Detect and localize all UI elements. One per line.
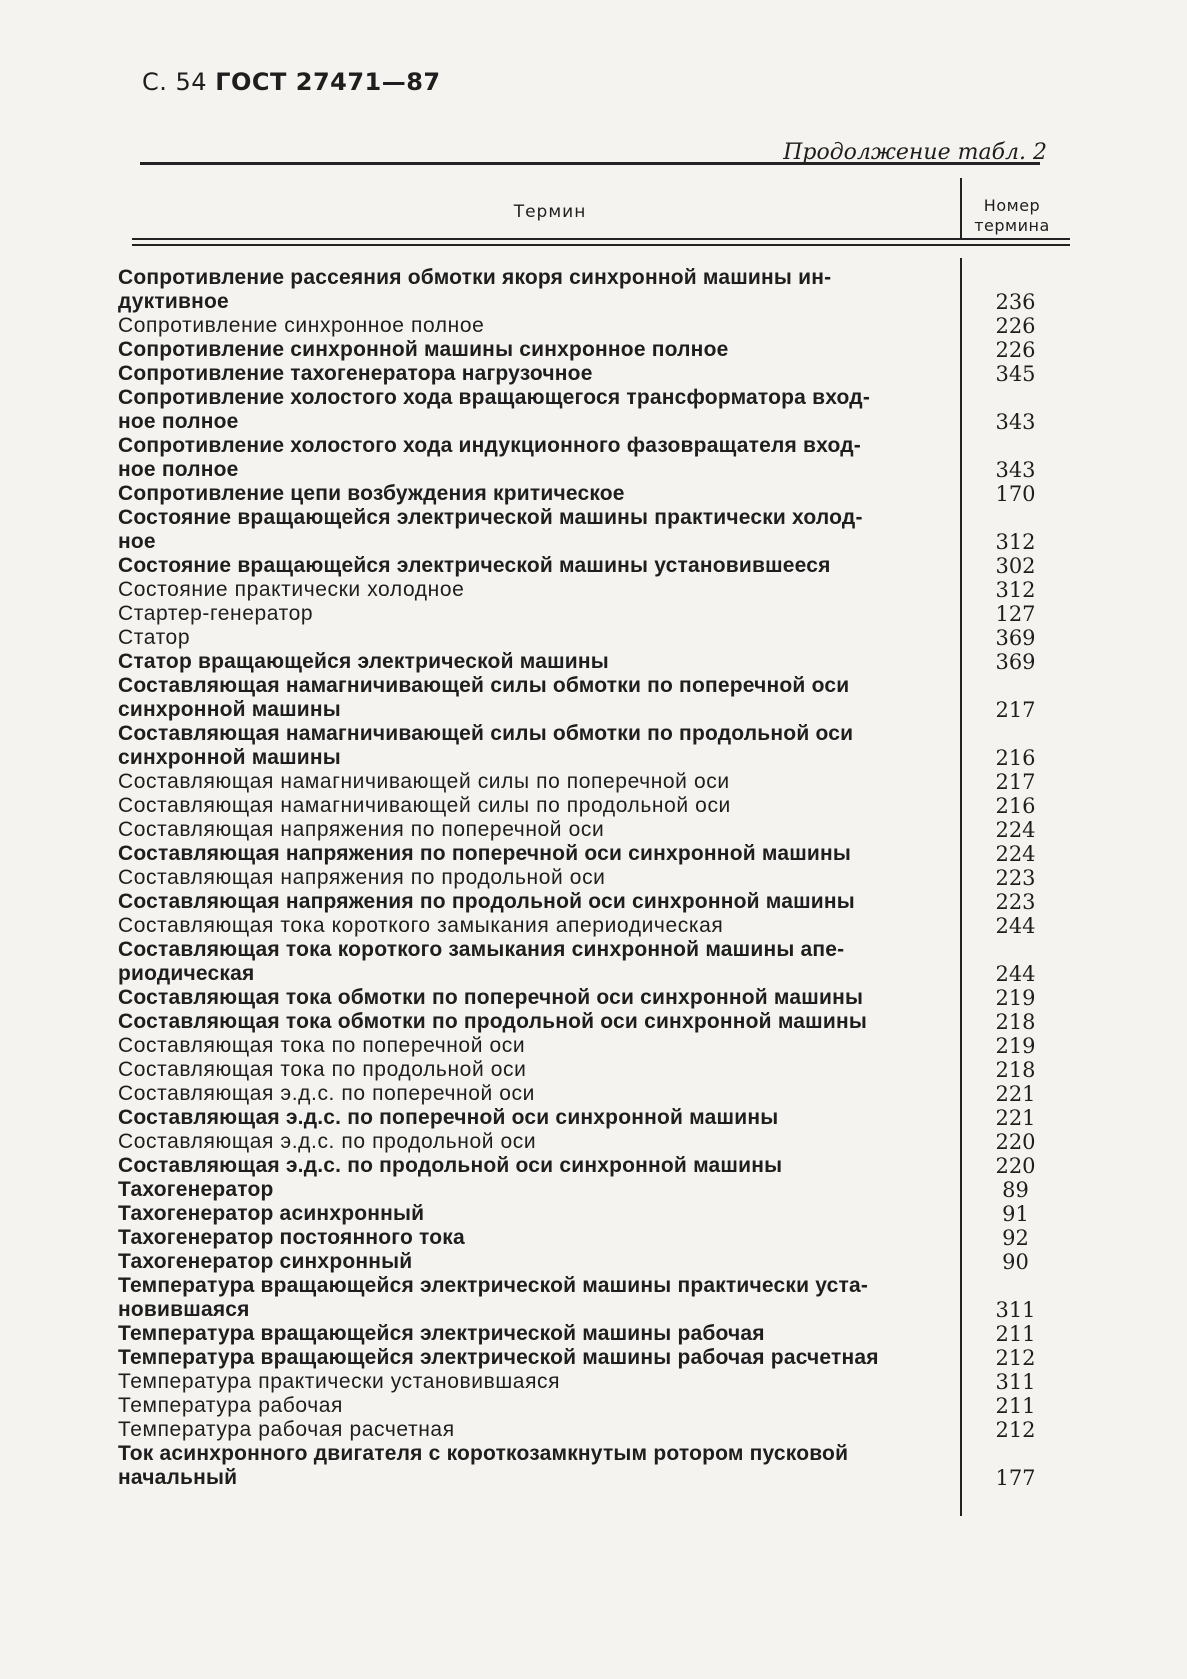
term-line: Составляющая э.д.с. по продольной оси синхронной машины <box>118 1154 783 1177</box>
table-row <box>118 1106 1063 1130</box>
term-number: 311 <box>995 1298 1036 1322</box>
term-line: Составляющая напряжения по продольной оси синхронной машины <box>118 890 855 913</box>
term-number: 219 <box>995 986 1036 1010</box>
term-number: 312 <box>995 530 1036 554</box>
term-number: 216 <box>995 746 1036 770</box>
term-text <box>118 866 928 890</box>
table-row <box>118 314 1063 338</box>
term-text <box>118 1322 928 1346</box>
term-number: 218 <box>995 1058 1036 1082</box>
term-number: 312 <box>995 578 1036 602</box>
table-row <box>118 1394 1063 1418</box>
term-text <box>118 1130 928 1154</box>
term-line: Тахогенератор <box>118 1178 274 1201</box>
term-text <box>118 1250 928 1274</box>
term-text <box>118 362 928 386</box>
term-line: ное <box>118 530 156 553</box>
term-text <box>118 770 928 794</box>
term-text <box>118 1106 928 1130</box>
table-row <box>118 1010 1063 1034</box>
term-line: Тахогенератор постоянного тока <box>118 1226 465 1249</box>
term-line: Температура рабочая <box>118 1394 344 1417</box>
term-number: 224 <box>995 818 1036 842</box>
term-line: Составляющая э.д.с. по продольной оси <box>118 1130 537 1153</box>
table-row <box>118 1154 1063 1178</box>
term-line: Тахогенератор асинхронный <box>118 1202 425 1225</box>
table-row <box>118 866 1063 890</box>
standard-code: ГОСТ 27471—87 <box>215 68 441 96</box>
term-number: 226 <box>995 338 1036 362</box>
page-number: С. 54 <box>142 68 208 96</box>
term-text <box>118 722 928 770</box>
term-line: Температура вращающейся электрической машины практически уста- <box>118 1274 869 1297</box>
term-number: 217 <box>995 698 1036 722</box>
term-number: 219 <box>995 1034 1036 1058</box>
term-line: Температура практически установившаяся <box>118 1370 561 1393</box>
term-number: 226 <box>995 314 1036 338</box>
header-double-rule <box>132 238 1070 246</box>
term-text <box>118 1202 928 1226</box>
term-line: Сопротивление холостого хода индукционного фазовращателя вход- <box>118 434 861 457</box>
term-number: 221 <box>995 1082 1036 1106</box>
term-line: Сопротивление рассеяния обмотки якоря синхронной машины ин- <box>118 266 832 289</box>
term-text <box>118 482 928 506</box>
column-header-term: Термин <box>513 202 587 222</box>
term-line: Составляющая э.д.с. по поперечной оси <box>118 1082 535 1105</box>
table-row <box>118 1202 1063 1226</box>
table-row <box>118 986 1063 1010</box>
term-line: Составляющая тока по поперечной оси <box>118 1034 526 1057</box>
term-text <box>118 818 928 842</box>
term-text <box>118 1394 928 1418</box>
table-row <box>118 722 1063 770</box>
table-row <box>118 602 1063 626</box>
term-line: Сопротивление цепи возбуждения критическое <box>118 482 625 505</box>
term-number: 91 <box>1002 1202 1029 1226</box>
term-line: синхронной машины <box>118 746 341 769</box>
term-line: Составляющая намагничивающей силы обмотки по продольной оси <box>118 722 854 745</box>
table-row <box>118 890 1063 914</box>
term-number: 343 <box>995 410 1036 434</box>
term-line: Сопротивление холостого хода вращающегося трансформатора вход- <box>118 386 871 409</box>
term-text <box>118 986 928 1010</box>
term-text <box>118 1034 928 1058</box>
table-row <box>118 626 1063 650</box>
term-line: Составляющая тока обмотки по поперечной оси синхронной машины <box>118 986 864 1009</box>
term-line: Составляющая намагничивающей силы по продольной оси <box>118 794 731 817</box>
term-text <box>118 650 928 674</box>
term-line: Сопротивление синхронной машины синхронное полное <box>118 338 729 361</box>
term-number: 343 <box>995 458 1036 482</box>
term-text <box>118 1178 928 1202</box>
term-text <box>118 554 928 578</box>
table-row <box>118 1034 1063 1058</box>
term-line: синхронной машины <box>118 698 341 721</box>
term-line: Составляющая напряжения по поперечной оси <box>118 818 605 841</box>
term-text <box>118 1226 928 1250</box>
term-number: 218 <box>995 1010 1036 1034</box>
table-row <box>118 1442 1063 1490</box>
term-number: 127 <box>995 602 1036 626</box>
term-text <box>118 1442 928 1490</box>
term-text <box>118 842 928 866</box>
table-row <box>118 1082 1063 1106</box>
term-line: начальный <box>118 1466 238 1489</box>
table-row <box>118 818 1063 842</box>
term-text <box>118 1082 928 1106</box>
table-row <box>118 650 1063 674</box>
term-text <box>118 1154 928 1178</box>
term-text <box>118 938 928 986</box>
term-line: Стартер-генератор <box>118 602 314 625</box>
term-text <box>118 578 928 602</box>
term-number: 211 <box>995 1394 1036 1418</box>
term-text <box>118 794 928 818</box>
table-row <box>118 938 1063 986</box>
term-line: Состояние вращающейся электрической машины практически холод- <box>118 506 863 529</box>
term-line: Составляющая тока обмотки по продольной оси синхронной машины <box>118 1010 867 1033</box>
term-line: Составляющая тока короткого замыкания синхронной машины апе- <box>118 938 845 961</box>
table-row <box>118 914 1063 938</box>
term-line: Статор <box>118 626 191 649</box>
term-text <box>118 1274 928 1322</box>
term-number: 311 <box>995 1370 1036 1394</box>
term-line: Сопротивление синхронное полное <box>118 314 485 337</box>
term-number: 369 <box>995 650 1036 674</box>
table-row <box>118 1346 1063 1370</box>
table-row <box>118 338 1063 362</box>
term-text <box>118 1370 928 1394</box>
term-line: Тахогенератор синхронный <box>118 1250 413 1273</box>
term-text <box>118 1418 928 1442</box>
table-row <box>118 770 1063 794</box>
term-number: 177 <box>995 1466 1036 1490</box>
term-line: Сопротивление тахогенератора нагрузочное <box>118 362 593 385</box>
term-text <box>118 1058 928 1082</box>
term-number: 236 <box>995 290 1036 314</box>
term-line: Состояние вращающейся электрической машины установившееся <box>118 554 831 577</box>
term-line: Составляющая намагничивающей силы обмотки по поперечной оси <box>118 674 850 697</box>
term-line: Статор вращающейся электрической машины <box>118 650 609 673</box>
term-text <box>118 890 928 914</box>
column-header-number: Номер термина <box>974 196 1050 235</box>
table-row <box>118 1370 1063 1394</box>
table-row <box>118 1274 1063 1322</box>
table-row <box>118 434 1063 482</box>
table-row <box>118 554 1063 578</box>
term-line: Температура рабочая расчетная <box>118 1418 455 1441</box>
term-number: 212 <box>995 1418 1036 1442</box>
table-caption: Продолжение табл. 2 <box>783 140 1047 165</box>
term-line: риодическая <box>118 962 255 985</box>
term-line: новившаяся <box>118 1298 250 1321</box>
term-text <box>118 914 928 938</box>
page-header <box>142 68 441 96</box>
term-number: 302 <box>995 554 1036 578</box>
term-number: 223 <box>995 890 1036 914</box>
term-line: ное полное <box>118 458 239 481</box>
table-row <box>118 266 1063 314</box>
table-row <box>118 674 1063 722</box>
term-line: Ток асинхронного двигателя с короткозамкнутым ротором пусковой <box>118 1442 849 1465</box>
table-row <box>118 1226 1063 1250</box>
table-row <box>118 1058 1063 1082</box>
table-top-rule <box>140 162 1040 165</box>
term-number: 220 <box>995 1130 1036 1154</box>
term-text <box>118 386 928 434</box>
table-row <box>118 362 1063 386</box>
term-number: 217 <box>995 770 1036 794</box>
term-line: Температура вращающейся электрической машины рабочая <box>118 1322 765 1345</box>
term-number: 223 <box>995 866 1036 890</box>
term-number: 244 <box>995 914 1036 938</box>
term-text <box>118 338 928 362</box>
table-row <box>118 1130 1063 1154</box>
term-line: Состояние практически холодное <box>118 578 465 601</box>
term-text <box>118 314 928 338</box>
term-number: 170 <box>995 482 1036 506</box>
table-row <box>118 506 1063 554</box>
table-row <box>118 1178 1063 1202</box>
term-text <box>118 1010 928 1034</box>
term-number: 89 <box>1002 1178 1029 1202</box>
table-row <box>118 794 1063 818</box>
term-text <box>118 434 928 482</box>
table-row <box>118 578 1063 602</box>
term-text <box>118 602 928 626</box>
term-line: Составляющая напряжения по продольной оси <box>118 866 606 889</box>
term-line: Составляющая намагничивающей силы по поперечной оси <box>118 770 730 793</box>
term-text <box>118 1346 928 1370</box>
term-number: 345 <box>995 362 1036 386</box>
table-row <box>118 1322 1063 1346</box>
term-number: 92 <box>1002 1226 1029 1250</box>
term-line: Составляющая тока по продольной оси <box>118 1058 527 1081</box>
table-row <box>118 386 1063 434</box>
term-number: 369 <box>995 626 1036 650</box>
term-text <box>118 674 928 722</box>
term-number: 221 <box>995 1106 1036 1130</box>
term-table-body <box>118 266 1063 1490</box>
table-row <box>118 1250 1063 1274</box>
term-number: 211 <box>995 1322 1036 1346</box>
term-line: Составляющая напряжения по поперечной оси синхронной машины <box>118 842 852 865</box>
term-text <box>118 626 928 650</box>
term-number: 220 <box>995 1154 1036 1178</box>
term-number: 212 <box>995 1346 1036 1370</box>
term-line: ное полное <box>118 410 239 433</box>
term-line: дуктивное <box>118 290 229 313</box>
term-line: Температура вращающейся электрической машины рабочая расчетная <box>118 1346 879 1369</box>
term-text <box>118 266 928 314</box>
table-row <box>118 842 1063 866</box>
table-row <box>118 1418 1063 1442</box>
term-line: Составляющая тока короткого замыкания апериодическая <box>118 914 724 937</box>
table-row <box>118 482 1063 506</box>
term-line: Составляющая э.д.с. по поперечной оси синхронной машины <box>118 1106 779 1129</box>
term-number: 224 <box>995 842 1036 866</box>
term-number: 90 <box>1002 1250 1029 1274</box>
term-number: 216 <box>995 794 1036 818</box>
term-text <box>118 506 928 554</box>
term-number: 244 <box>995 962 1036 986</box>
